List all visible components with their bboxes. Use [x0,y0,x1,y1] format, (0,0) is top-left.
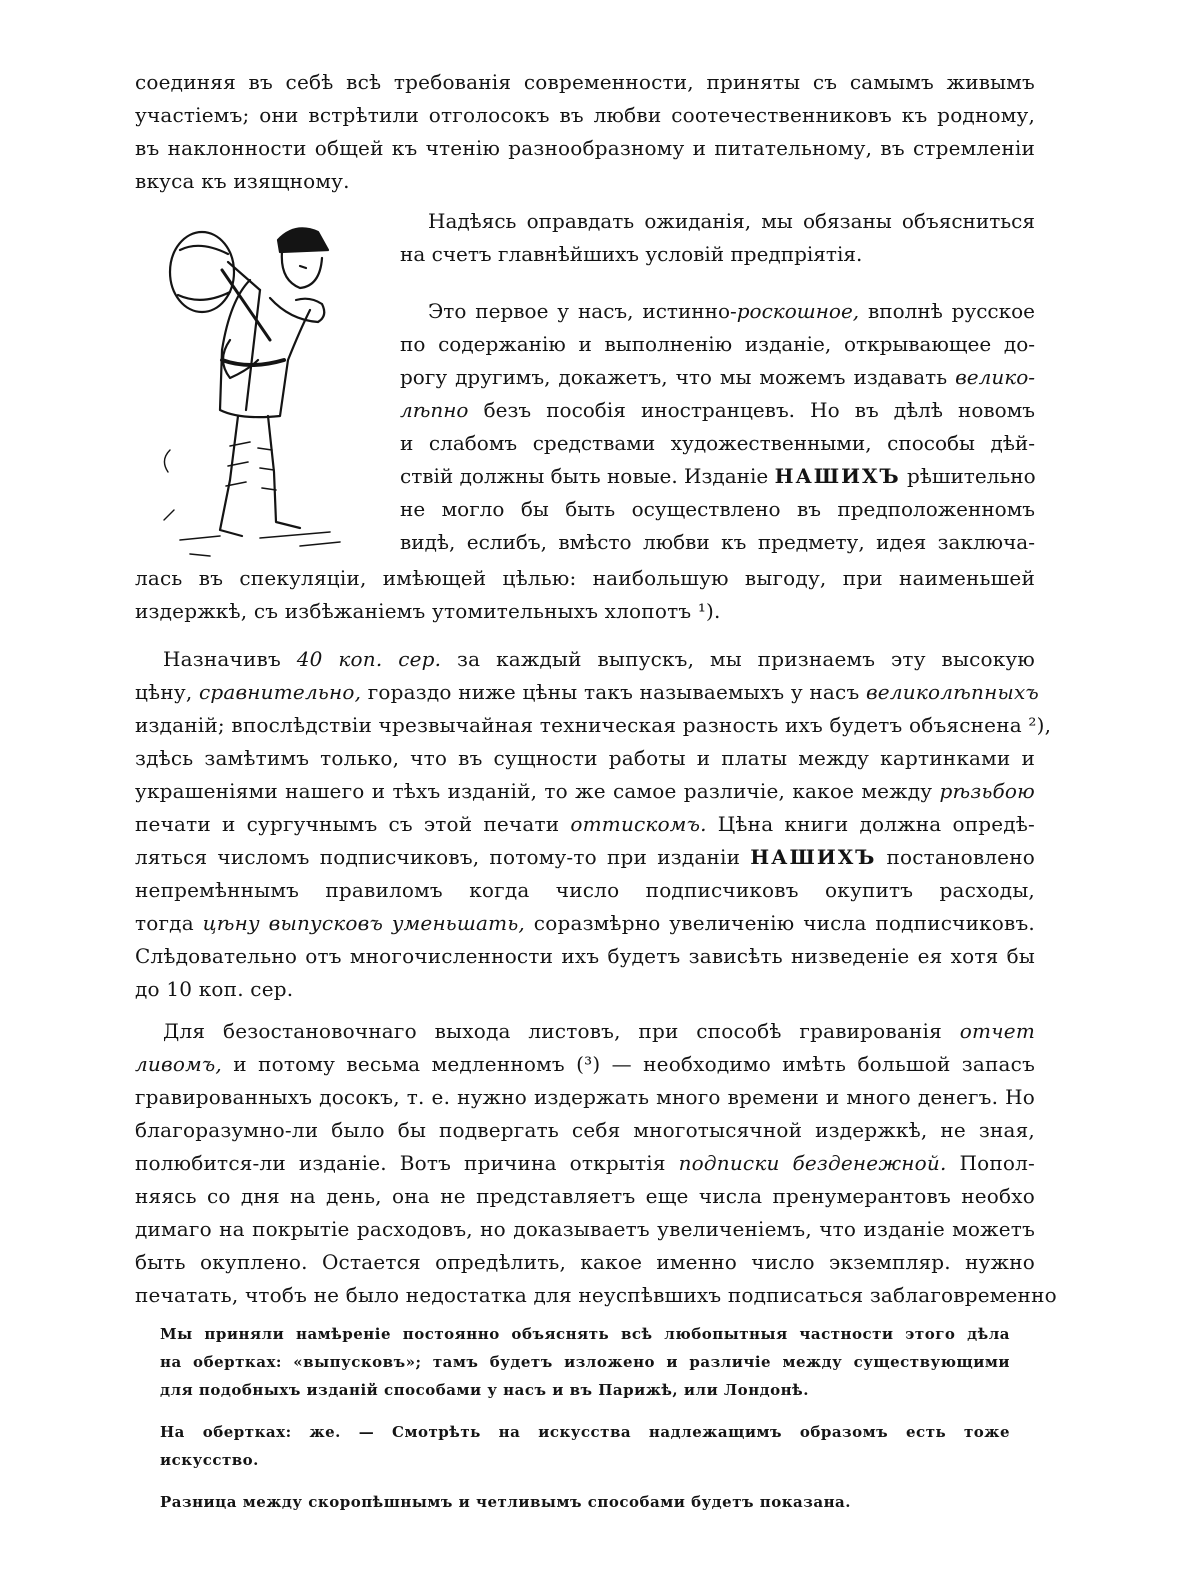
text-line: Для безостановочнаго выхода листовъ, при способѣ гравированія отчет [163,1019,1035,1043]
text-line: рогу другимъ, докажетъ, что мы можемъ издавать велико- [400,365,1035,389]
text-line: участіемъ; они встрѣтили отголосокъ въ любви соотечественниковъ къ родному, [135,103,1035,127]
footnote-line: на обертках: «выпусковъ»; тамъ будетъ изложено и различіе между существующими [160,1353,1010,1371]
text-line: гравированныхъ досокъ, т. е. нужно издержать много времени и много денегъ. Но [135,1085,1035,1109]
text-line: видѣ, еслибъ, вмѣсто любви къ предмету, идея заключа- [400,530,1035,554]
text-line: по содержанію и выполненію изданіе, открывающее до- [400,332,1035,356]
footnote-line: Разница между скоропѣшнымъ и четливымъ способами будетъ показана. [160,1493,851,1511]
text-line: и слабомъ средствами художественными, способы дѣй- [400,431,1035,455]
text-line: соединяя въ себѣ всѣ требованія современности, приняты съ самымъ живымъ [135,70,1035,94]
footnote-line: Мы приняли намѣреніе постоянно объяснять всѣ любопытныя частности этого дѣла [160,1325,1010,1343]
text-line: до 10 коп. сер. [135,977,294,1001]
text-line: ствій должны быть новые. Изданіе НАШИХЪ рѣшительно [400,464,1036,488]
right-leg [268,416,300,528]
head [282,252,322,288]
text-line: издержкѣ, съ избѣжаніемъ утомительныхъ хлопотъ ¹). [135,599,721,623]
text-line: непремѣннымъ правиломъ когда число подписчиковъ окупитъ расходы, [135,878,1035,902]
text-line: быть окуплено. Остается опредѣлить, какое именно число экземпляр. нужно [135,1250,1035,1274]
text-line: Это первое у насъ, истинно-роскошное, вполнѣ русское [428,299,1035,323]
text-line: лѣпно безъ пособія иностранцевъ. Но въ дѣлѣ новомъ [400,398,1035,422]
text-line: полюбится-ли изданіе. Вотъ причина открытія подписки безденежной. Попол- [135,1151,1035,1175]
footnotes [160,1320,1010,1516]
side-paragraph-2 [400,295,1035,559]
text-line: Надѣясь оправдать ожиданія, мы обязаны объясниться [428,209,1035,233]
text-line: не могло бы быть осуществлено въ предположенномъ [400,497,1035,521]
paragraph-price [135,643,1052,1006]
text-line: цѣну, сравнительно, гораздо ниже цѣны такъ называемыхъ у насъ великолѣпныхъ [135,680,1039,704]
text-line: Назначивъ 40 коп. сер. за каждый выпускъ, мы признаемъ эту высокую [163,647,1035,671]
text-line: тогда цѣну выпусковъ уменьшать, соразмѣрно увеличенію числа подписчиковъ. [135,911,1035,935]
text-line: вкуса къ изящному. [135,169,350,193]
text-line: печати и сургучнымъ съ этой печати оттискомъ. Цѣна книги должна опредѣ- [135,812,1035,836]
side-paragraph-1 [400,205,1035,271]
text-line: Слѣдовательно отъ многочисленности ихъ будетъ зависѣть низведеніе ея хотя бы [135,944,1035,968]
cap [278,228,328,252]
continuation-paragraph [135,562,1035,628]
peddler-engraving [150,210,360,570]
footnote-line: На обертках: же. — Смотрѣть на искусства надлежащимъ образомъ есть тоже [160,1423,1010,1441]
top-paragraph [135,66,1035,198]
text-line: украшеніями нашего и тѣхъ изданій, то же самое различіе, какое между рѣзьбою [135,779,1035,803]
left-leg [220,416,242,536]
text-line: на счетъ главнѣйшихъ условій предпріятія. [400,242,863,266]
text-line: ливомъ, и потому весьма медленномъ (³) — необходимо имѣть большой запасъ [135,1052,1035,1076]
text-line: въ наклонности общей къ чтенію разнообразному и питательному, въ стремленіи [135,136,1035,160]
text-line: лась въ спекуляціи, имѣющей цѣлью: наибольшую выгоду, при наименьшей [135,566,1035,590]
text-line: благоразумно-ли было бы подвергать себя многотысячной издержкѣ, не зная, [135,1118,1035,1142]
text-line: здѣсь замѣтимъ только, что въ сущности работы и платы между картинками и [135,746,1035,770]
text-line: димаго на покрытіе расходовъ, но доказываетъ увеличеніемъ, что изданіе можетъ [135,1217,1035,1241]
footnote-line: для подобныхъ изданій способами у насъ и въ Парижѣ, или Лондонѣ. [160,1381,809,1399]
text-line: изданій; впослѣдствіи чрезвычайная техническая разность ихъ будетъ объяснена ²), [135,713,1052,737]
paragraph-subscription [135,1015,1057,1312]
text-line: ляться числомъ подписчиковъ, потому-то при изданіи НАШИХЪ постановлено [135,845,1035,869]
text-line: печатать, чтобъ не было недостатка для неуспѣвшихъ подписаться заблаговременно [135,1283,1057,1307]
text-line: няясь со дня на день, она не представляетъ еще числа пренумерантовъ необхо [135,1184,1035,1208]
footnote-line: искусство. [160,1451,259,1469]
